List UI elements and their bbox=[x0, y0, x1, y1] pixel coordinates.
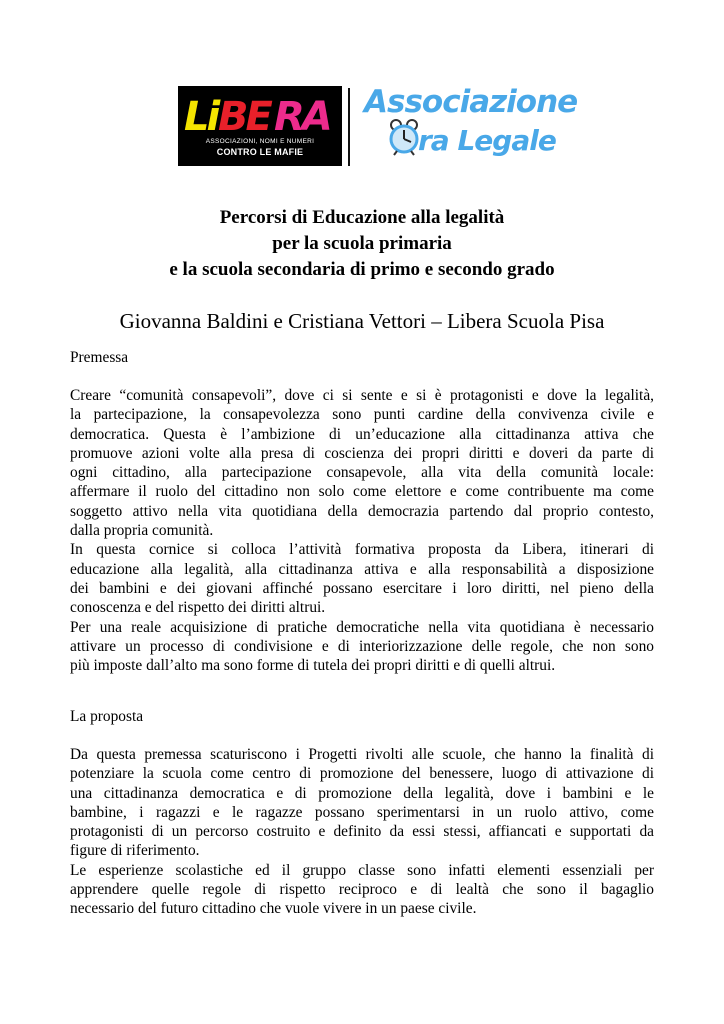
svg-text:RA: RA bbox=[274, 94, 330, 140]
proposta-paragraph bbox=[70, 745, 654, 919]
text-line: una cittadinanza democratica e di promozione della legalità, dove i bambini e le bbox=[70, 784, 654, 802]
associazione-wordmark: Associazione bbox=[364, 84, 578, 120]
libera-wordmark bbox=[178, 86, 342, 140]
text-line: promuove azioni volte alla presa di coscienza dei propri diritti e doveri da parte di bbox=[70, 444, 654, 462]
text-line: apprendere quelle regole di rispetto reciproco e di lealtà che sono il bagaglio bbox=[70, 881, 654, 899]
title-line-1: Percorsi di Educazione alla legalità bbox=[219, 207, 505, 228]
svg-text:BE: BE bbox=[218, 94, 270, 140]
title-line-2: per la scuola primaria bbox=[272, 233, 452, 254]
text-line: figure di riferimento. bbox=[70, 842, 200, 860]
logo-divider bbox=[348, 88, 350, 166]
text-line: la partecipazione, la consapevolezza sono punti cardine della convivenza civile e bbox=[70, 406, 654, 424]
text-line: educazione alla legalità, alla cittadinanza attiva e alla responsabilità a disposizione bbox=[70, 560, 654, 578]
document-title bbox=[70, 205, 654, 283]
text-line: dei bambini e dei giovani affinché possano esercitare i loro diritti, nel pieno della bbox=[70, 579, 654, 597]
authors-line: Giovanna Baldini e Cristiana Vettori – Libera Scuola Pisa bbox=[119, 309, 605, 333]
header-logos bbox=[178, 84, 578, 168]
text-line: Creare “comunità consapevoli”, dove ci si sente e si è protagonisti e dove la legalità, bbox=[70, 387, 654, 404]
text-line: conoscenza e del rispetto dei diritti altrui. bbox=[70, 599, 326, 617]
text-line: In questa cornice si colloca l’attività formativa proposta da Libera, itinerari di bbox=[70, 541, 654, 559]
text-line: Per una reale acquisizione di pratiche democratiche nella vita quotidiana è necessario bbox=[70, 618, 654, 636]
libera-subtitle-small: ASSOCIAZIONI, NOMI E NUMERI bbox=[205, 138, 315, 145]
text-line: più imposte dall’alto ma sono forme di tutela dei propri diritti e di quelli altrui. bbox=[70, 657, 556, 675]
libera-logo bbox=[178, 86, 342, 166]
text-line: attivare un processo di condivisione e di interiorizzazione delle regole, che non sono bbox=[70, 637, 654, 655]
text-line: Da questa premessa scaturiscono i Progetti rivolti alle scuole, che hanno la finalità di bbox=[70, 746, 654, 763]
heading-la-proposta: La proposta bbox=[70, 708, 144, 725]
text-line: soggetto attivo nella vita quotidiana della democrazia partendo dal proprio contesto, bbox=[70, 502, 654, 520]
svg-text:Li: Li bbox=[184, 94, 218, 140]
alarm-clock-icon bbox=[388, 118, 420, 156]
text-line: potenziare la scuola come centro di promozione del benessere, luogo di attivazione di bbox=[70, 765, 654, 783]
title-line-3: e la scuola secondaria di primo e secondo grado bbox=[169, 259, 555, 280]
text-line: dalla propria comunità. bbox=[70, 522, 214, 540]
text-line: ogni cittadino, alla partecipazione consapevole, alla vita della comunità locale: bbox=[70, 464, 654, 482]
text-line: democratica. Questa è l’ambizione di un’educazione alla cittadinanza attiva che bbox=[70, 425, 654, 443]
text-line: affermare il ruolo del cittadino non solo come elettore e come contribuente ma come bbox=[70, 483, 654, 501]
libera-subtitle: CONTRO LE MAFIE bbox=[216, 147, 304, 157]
text-line: bambine, i ragazzi e le ragazze possano sperimentarsi in un ruolo attivo, come bbox=[70, 803, 654, 821]
text-line: Le esperienze scolastiche ed il gruppo classe sono infatti elementi essenziali per bbox=[70, 861, 654, 879]
premessa-paragraph-1 bbox=[70, 386, 654, 675]
text-line: necessario del futuro cittadino che vuole vivere in un paese civile. bbox=[70, 900, 477, 918]
text-line: protagonisti di un percorso costruito e definito da essi stessi, affiancati e supportati da bbox=[70, 823, 654, 841]
ora-legale-wordmark: ra Legale bbox=[418, 124, 556, 157]
heading-premessa: Premessa bbox=[70, 349, 129, 366]
